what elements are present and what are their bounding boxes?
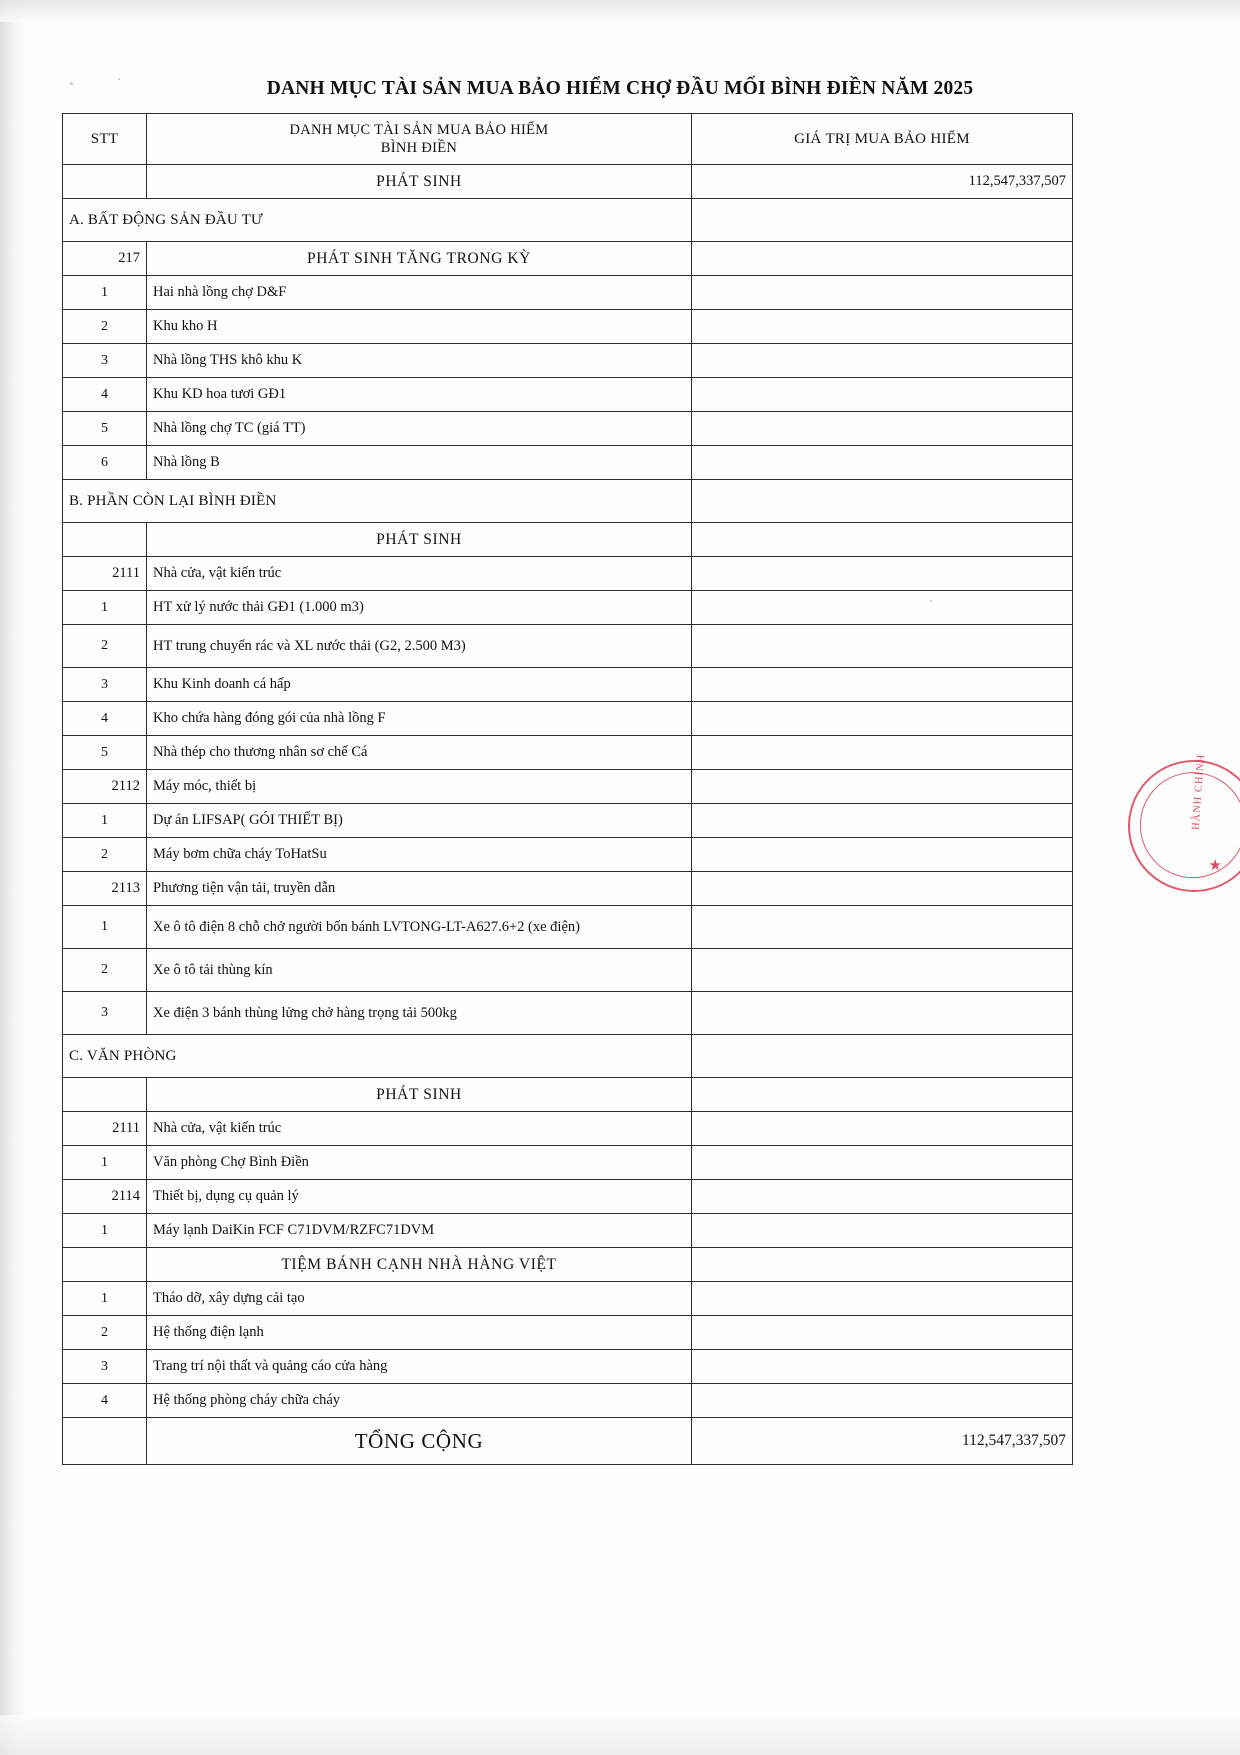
table-row xyxy=(63,480,1073,523)
table-row xyxy=(63,1350,1073,1384)
row-stt xyxy=(63,523,147,557)
row-stt: 1 xyxy=(63,276,147,310)
row-name: Nhà cửa, vật kiến trúc xyxy=(147,1112,692,1146)
row-stt: 1 xyxy=(63,906,147,949)
row-value xyxy=(692,1350,1073,1384)
row-value xyxy=(692,1180,1073,1214)
row-stt: 217 xyxy=(63,242,147,276)
table-row xyxy=(63,1316,1073,1350)
asset-table xyxy=(62,113,1073,1465)
table-row xyxy=(63,949,1073,992)
row-name: Phương tiện vận tải, truyền dẫn xyxy=(147,872,692,906)
row-stt: 2 xyxy=(63,1316,147,1350)
row-value xyxy=(692,310,1073,344)
row-name: Khu KD hoa tươi GĐ1 xyxy=(147,378,692,412)
section-heading: B. PHẦN CÒN LẠI BÌNH ĐIỀN xyxy=(63,480,692,523)
table-header xyxy=(63,114,1073,165)
table-row xyxy=(63,1078,1073,1112)
row-banner-label: TIỆM BÁNH CẠNH NHÀ HÀNG VIỆT xyxy=(147,1248,692,1282)
row-value xyxy=(692,1282,1073,1316)
row-banner-label: PHÁT SINH TĂNG TRONG KỲ xyxy=(147,242,692,276)
table-row xyxy=(63,1384,1073,1418)
row-name: Xe ô tô tải thùng kín xyxy=(147,949,692,992)
table-row xyxy=(63,199,1073,242)
table-row xyxy=(63,1035,1073,1078)
table-body xyxy=(63,165,1073,1465)
row-value xyxy=(692,838,1073,872)
row-name: Thiết bị, dụng cụ quản lý xyxy=(147,1180,692,1214)
row-name: Trang trí nội thất và quảng cáo cửa hàng xyxy=(147,1350,692,1384)
row-name: Hệ thống phòng cháy chữa cháy xyxy=(147,1384,692,1418)
row-stt: 2111 xyxy=(63,557,147,591)
table-row xyxy=(63,523,1073,557)
table-row xyxy=(63,770,1073,804)
row-value xyxy=(692,804,1073,838)
row-value xyxy=(692,1248,1073,1282)
row-name: Khu kho H xyxy=(147,310,692,344)
row-value xyxy=(692,557,1073,591)
row-value: 112,547,337,507 xyxy=(692,165,1073,199)
column-header-stt: STT xyxy=(63,114,147,165)
row-stt: 1 xyxy=(63,591,147,625)
row-name: Kho chứa hàng đóng gói của nhà lồng F xyxy=(147,702,692,736)
table-row xyxy=(63,872,1073,906)
stamp-star-icon: ★ xyxy=(1208,858,1222,874)
column-header-name-line1: DANH MỤC TÀI SẢN MUA BẢO HIỂM xyxy=(289,121,549,138)
row-value xyxy=(692,1112,1073,1146)
table-row xyxy=(63,446,1073,480)
table-row xyxy=(63,242,1073,276)
company-stamp-text: HÀNH CHÍNH xyxy=(1190,753,1207,831)
row-name: Hệ thống điện lạnh xyxy=(147,1316,692,1350)
total-value: 112,547,337,507 xyxy=(692,1418,1073,1465)
row-stt xyxy=(63,1078,147,1112)
row-value xyxy=(692,770,1073,804)
row-value xyxy=(692,992,1073,1035)
table-row xyxy=(63,1214,1073,1248)
scan-edge-left xyxy=(0,0,30,1755)
table-row xyxy=(63,906,1073,949)
row-stt: 1 xyxy=(63,804,147,838)
row-name: HT trung chuyển rác và XL nước thải (G2, 2.500 M3) xyxy=(147,625,692,668)
row-name: Máy bơm chữa cháy ToHatSu xyxy=(147,838,692,872)
row-stt: 4 xyxy=(63,378,147,412)
row-value xyxy=(692,872,1073,906)
row-stt: 1 xyxy=(63,1282,147,1316)
row-stt: 2 xyxy=(63,838,147,872)
row-stt: 2114 xyxy=(63,1180,147,1214)
row-value xyxy=(692,736,1073,770)
table-row xyxy=(63,668,1073,702)
scan-edge-bottom xyxy=(0,1715,1240,1755)
row-stt: 4 xyxy=(63,702,147,736)
row-stt: 2 xyxy=(63,949,147,992)
table-row xyxy=(63,702,1073,736)
row-stt: 2 xyxy=(63,310,147,344)
row-banner-label: PHÁT SINH xyxy=(147,165,692,199)
section-heading: A. BẤT ĐỘNG SẢN ĐẦU TƯ xyxy=(63,199,692,242)
row-stt: 6 xyxy=(63,446,147,480)
row-value xyxy=(692,242,1073,276)
table-row xyxy=(63,165,1073,199)
row-name: Tháo dỡ, xây dựng cải tạo xyxy=(147,1282,692,1316)
row-name: Nhà lồng THS khô khu K xyxy=(147,344,692,378)
row-value xyxy=(692,1035,1073,1078)
row-name: HT xử lý nước thải GĐ1 (1.000 m3) xyxy=(147,591,692,625)
row-stt: 1 xyxy=(63,1214,147,1248)
row-value xyxy=(692,1146,1073,1180)
column-header-name-line2: BÌNH ĐIỀN xyxy=(380,140,458,156)
table-row xyxy=(63,1112,1073,1146)
row-value xyxy=(692,625,1073,668)
scan-edge-top xyxy=(0,0,1240,22)
row-stt xyxy=(63,165,147,199)
row-value xyxy=(692,1214,1073,1248)
table-row xyxy=(63,1418,1073,1465)
row-value xyxy=(692,480,1073,523)
row-stt: 3 xyxy=(63,668,147,702)
row-stt: 2111 xyxy=(63,1112,147,1146)
row-stt: 3 xyxy=(63,344,147,378)
row-name: Nhà lồng B xyxy=(147,446,692,480)
table-row xyxy=(63,276,1073,310)
row-name: Dự án LIFSAP( GÓI THIẾT BỊ) xyxy=(147,804,692,838)
row-stt xyxy=(63,1418,147,1465)
table-row xyxy=(63,736,1073,770)
page-title: DANH MỤC TÀI SẢN MUA BẢO HIỂM CHỢ ĐẦU MỐI BÌNH ĐIỀN NĂM 2025 xyxy=(266,78,974,99)
table-row xyxy=(63,378,1073,412)
table-row xyxy=(63,992,1073,1035)
table-row xyxy=(63,310,1073,344)
table-row xyxy=(63,1180,1073,1214)
row-value xyxy=(692,276,1073,310)
table-row xyxy=(63,557,1073,591)
row-value xyxy=(692,949,1073,992)
row-value xyxy=(692,1384,1073,1418)
row-name: Nhà cửa, vật kiến trúc xyxy=(147,557,692,591)
row-name: Xe điện 3 bánh thùng lửng chở hàng trọng tải 500kg xyxy=(147,992,692,1035)
column-header-name xyxy=(147,114,692,165)
row-name: Máy lạnh DaiKin FCF C71DVM/RZFC71DVM xyxy=(147,1214,692,1248)
row-name: Hai nhà lồng chợ D&F xyxy=(147,276,692,310)
row-stt: 1 xyxy=(63,1146,147,1180)
row-value xyxy=(692,523,1073,557)
row-value xyxy=(692,906,1073,949)
table-row xyxy=(63,344,1073,378)
row-name: Khu Kinh doanh cá hấp xyxy=(147,668,692,702)
row-name: Văn phòng Chợ Bình Điền xyxy=(147,1146,692,1180)
row-stt: 3 xyxy=(63,992,147,1035)
row-value xyxy=(692,702,1073,736)
table-row xyxy=(63,1282,1073,1316)
row-value xyxy=(692,1316,1073,1350)
section-heading: C. VĂN PHÒNG xyxy=(63,1035,692,1078)
row-value xyxy=(692,1078,1073,1112)
column-header-value: GIÁ TRỊ MUA BẢO HIỂM xyxy=(692,114,1073,165)
row-banner-label: PHÁT SINH xyxy=(147,1078,692,1112)
row-name: Xe ô tô điện 8 chỗ chở người bốn bánh LVTONG-LT-A627.6+2 (xe điện) xyxy=(147,906,692,949)
table-row xyxy=(63,412,1073,446)
row-stt: 2 xyxy=(63,625,147,668)
table-row xyxy=(63,804,1073,838)
row-name: Nhà thép cho thương nhân sơ chế Cá xyxy=(147,736,692,770)
row-stt: 5 xyxy=(63,736,147,770)
row-name: Máy móc, thiết bị xyxy=(147,770,692,804)
company-stamp-icon xyxy=(1118,750,1240,901)
table-row xyxy=(63,591,1073,625)
row-value xyxy=(692,591,1073,625)
row-value xyxy=(692,378,1073,412)
row-stt: 2113 xyxy=(63,872,147,906)
row-stt xyxy=(63,1248,147,1282)
table-row xyxy=(63,1146,1073,1180)
row-value xyxy=(692,344,1073,378)
row-stt: 3 xyxy=(63,1350,147,1384)
row-value xyxy=(692,199,1073,242)
row-stt: 2112 xyxy=(63,770,147,804)
row-value xyxy=(692,412,1073,446)
row-banner-label: PHÁT SINH xyxy=(147,523,692,557)
row-value xyxy=(692,668,1073,702)
row-stt: 5 xyxy=(63,412,147,446)
row-name: Nhà lồng chợ TC (giá TT) xyxy=(147,412,692,446)
table-row xyxy=(63,1248,1073,1282)
table-row xyxy=(63,625,1073,668)
total-label: TỔNG CỘNG xyxy=(147,1418,692,1465)
row-value xyxy=(692,446,1073,480)
row-stt: 4 xyxy=(63,1384,147,1418)
table-row xyxy=(63,838,1073,872)
